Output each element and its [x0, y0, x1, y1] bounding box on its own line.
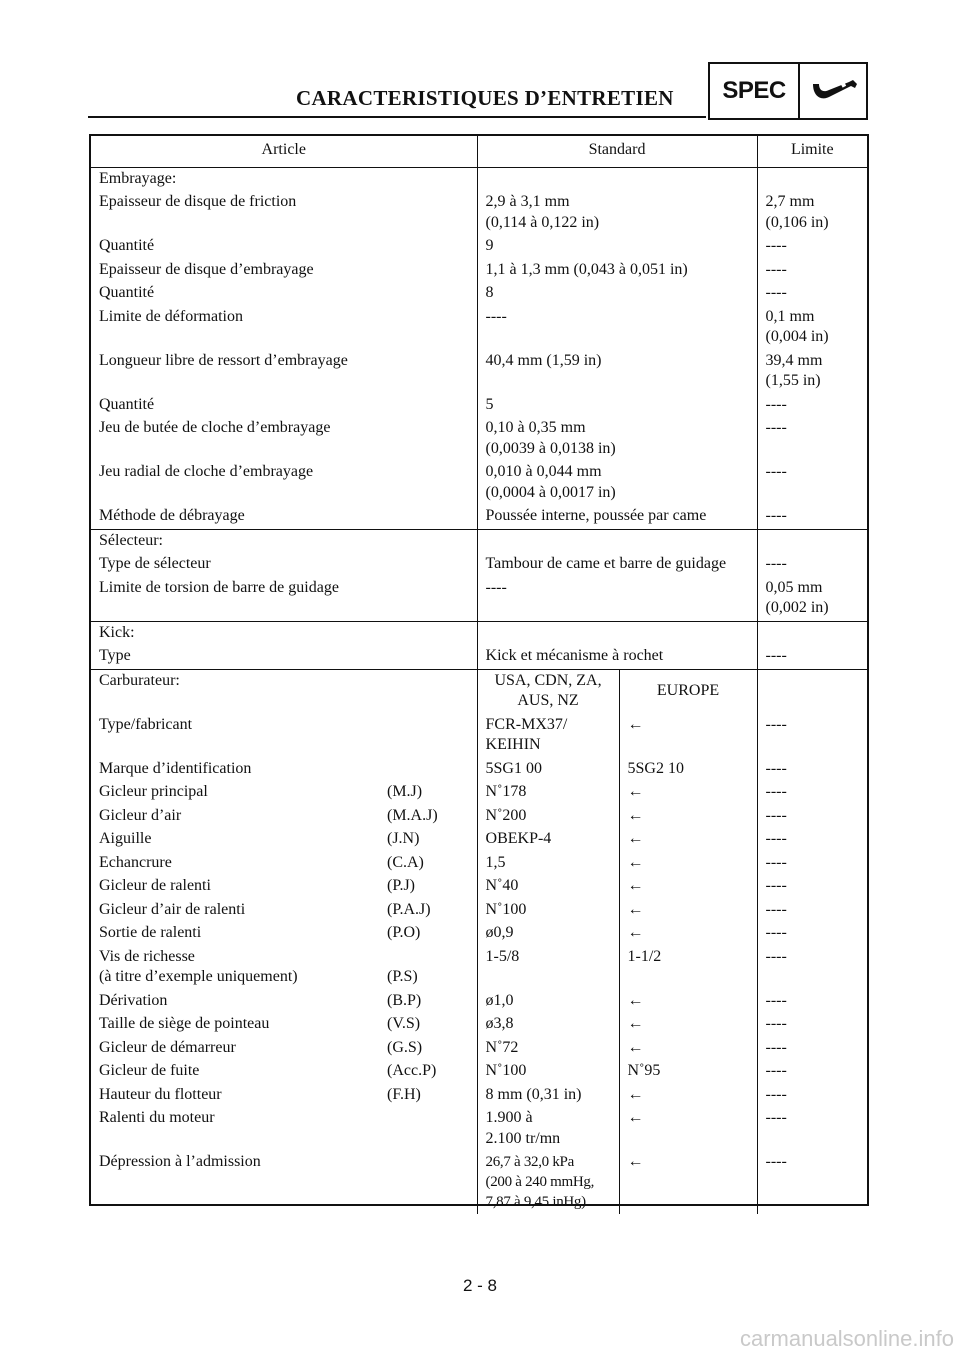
table-row	[91, 828, 867, 852]
row-limit: ----	[757, 505, 867, 529]
row-europe-value: N˚95	[619, 1060, 757, 1084]
col-header-standard: Standard	[477, 136, 757, 167]
row-standard: ----	[477, 306, 757, 350]
row-usa-value: N˚200	[477, 805, 619, 829]
row-limit: 0,1 mm (0,004 in)	[757, 306, 867, 350]
table-row	[91, 990, 867, 1014]
row-code: (Acc.P)	[387, 1062, 437, 1079]
row-code: (P.J)	[387, 877, 416, 894]
row-usa-value: ø0,9	[477, 922, 619, 946]
row-label: Echancrure	[99, 853, 172, 871]
table-row	[91, 505, 867, 529]
row-code	[379, 758, 477, 782]
empty-cell	[477, 621, 757, 645]
row-standard: 0,010 à 0,044 mm (0,0004 à 0,0017 in)	[477, 461, 757, 505]
table-row	[91, 645, 867, 669]
row-standard: Tambour de came et barre de guidage	[477, 553, 757, 577]
row-standard: 8	[477, 282, 757, 306]
row-label: Limite de déformation	[99, 307, 243, 325]
table-row	[91, 1037, 867, 1061]
row-label: Gicleur principal	[99, 783, 208, 800]
page-number: 2 - 8	[462, 1276, 498, 1295]
row-code: (V.S)	[387, 1015, 421, 1032]
row-label: Longueur libre de ressort d’embrayage	[99, 351, 348, 369]
table-row	[91, 852, 867, 876]
row-europe-value: ←	[619, 805, 757, 829]
row-label: Quantité	[99, 284, 155, 301]
row-limit: ----	[757, 1013, 867, 1037]
row-label: Limite de torsion de barre de guidage	[99, 578, 339, 596]
row-usa-value: 1-5/8	[477, 946, 619, 990]
table-row	[91, 946, 867, 990]
row-europe-value: ←	[619, 922, 757, 946]
row-europe-value: ←	[619, 1084, 757, 1108]
row-limit: ----	[757, 417, 867, 461]
row-usa-value: N˚40	[477, 875, 619, 899]
empty-cell	[477, 167, 757, 191]
row-limit: ----	[757, 645, 867, 669]
section-row	[91, 621, 867, 645]
row-europe-value: ←	[619, 1037, 757, 1061]
row-label: Jeu de butée de cloche d’embrayage	[99, 419, 331, 436]
row-limit: ----	[757, 828, 867, 852]
row-standard: ----	[477, 577, 757, 622]
row-usa-value: FCR-MX37/ KEIHIN	[477, 714, 619, 758]
row-usa-value: ø3,8	[477, 1013, 619, 1037]
row-standard: 40,4 mm (1,59 in)	[477, 350, 757, 394]
table-header-row	[91, 136, 867, 167]
row-label: Gicleur de fuite	[99, 1062, 200, 1079]
table-row	[91, 235, 867, 259]
row-label: Hauteur du flotteur	[99, 1085, 222, 1103]
row-code	[379, 714, 477, 758]
row-code: (J.N)	[387, 830, 420, 847]
section-row	[91, 669, 867, 714]
row-limit: ----	[757, 1037, 867, 1061]
row-standard: 9	[477, 235, 757, 259]
table-row	[91, 1013, 867, 1037]
row-code: (F.H)	[387, 1085, 421, 1103]
row-europe-value: ←	[619, 714, 757, 758]
row-europe-value: ←	[619, 899, 757, 923]
row-label: Epaisseur de disque de friction	[99, 193, 297, 210]
empty-cell	[757, 167, 867, 191]
row-label: Gicleur d’air de ralenti	[99, 900, 246, 918]
row-standard: 2,9 à 3,1 mm (0,114 à 0,122 in)	[477, 191, 757, 235]
row-europe-value: ←	[619, 1151, 757, 1214]
row-limit: ----	[757, 805, 867, 829]
row-limit: 0,05 mm (0,002 in)	[757, 577, 867, 622]
row-usa-value: 1,5	[477, 852, 619, 876]
row-label: Aiguille	[99, 830, 152, 847]
row-limit: 39,4 mm (1,55 in)	[757, 350, 867, 394]
row-label: Quantité	[99, 237, 155, 254]
row-standard: Kick et mécanisme à rochet	[477, 645, 757, 669]
row-usa-value: N˚72	[477, 1037, 619, 1061]
col-header-article: Article	[91, 136, 477, 167]
header-rule	[88, 116, 706, 118]
section-title: Embrayage:	[99, 169, 177, 187]
page-title: CARACTERISTIQUES D’ENTRETIEN	[296, 86, 674, 110]
row-label: Type de sélecteur	[99, 555, 211, 572]
table-row	[91, 758, 867, 782]
row-limit: ----	[757, 990, 867, 1014]
row-europe-value: ←	[619, 1013, 757, 1037]
col-header-europe: EUROPE	[619, 669, 757, 714]
section-row	[91, 167, 867, 191]
row-label: Type	[99, 647, 131, 664]
table-row	[91, 282, 867, 306]
row-usa-value: N˚100	[477, 899, 619, 923]
row-limit: ----	[757, 758, 867, 782]
row-limit: ----	[757, 875, 867, 899]
section-title: Carburateur:	[91, 669, 477, 714]
row-usa-value: ø1,0	[477, 990, 619, 1014]
row-limit: ----	[757, 259, 867, 283]
col-header-usa: USA, CDN, ZA, AUS, NZ	[477, 669, 619, 714]
row-code: (M.J)	[387, 783, 423, 800]
row-code: (G.S)	[387, 1038, 423, 1056]
table-row	[91, 417, 867, 461]
table-row	[91, 899, 867, 923]
row-code	[379, 1151, 477, 1214]
row-europe-value: 1-1/2	[619, 946, 757, 990]
watermark: carmanualsonline.info	[739, 1326, 954, 1351]
table-row	[91, 714, 867, 758]
row-standard: 1,1 à 1,3 mm (0,043 à 0,051 in)	[477, 259, 757, 283]
row-limit: ----	[757, 852, 867, 876]
empty-cell	[757, 621, 867, 645]
row-standard: 0,10 à 0,35 mm (0,0039 à 0,0138 in)	[477, 417, 757, 461]
row-code: (P.A.J)	[387, 900, 431, 918]
row-europe-value: ←	[619, 990, 757, 1014]
row-limit: ----	[757, 461, 867, 505]
row-usa-value: OBEKP-4	[477, 828, 619, 852]
row-usa-value: 1.900 à 2.100 tr/mn	[477, 1107, 619, 1151]
section-title: Kick:	[91, 621, 477, 645]
row-limit: ----	[757, 1060, 867, 1084]
table-row	[91, 350, 867, 394]
row-label: Sortie de ralenti	[99, 924, 202, 941]
row-europe-value: ←	[619, 852, 757, 876]
row-limit: ----	[757, 1084, 867, 1108]
row-label: Dérivation	[99, 991, 168, 1009]
row-usa-value: N˚178	[477, 781, 619, 805]
row-label: Type/fabricant	[99, 715, 193, 733]
spec-label: SPEC	[710, 64, 800, 118]
row-limit: ----	[757, 235, 867, 259]
row-label: Dépression à l’admission	[99, 1153, 261, 1170]
empty-cell	[477, 529, 757, 553]
row-label: Gicleur de démarreur	[99, 1038, 236, 1056]
row-limit: ----	[757, 714, 867, 758]
row-label: Epaisseur de disque d’embrayage	[99, 260, 314, 278]
row-usa-value: N˚100	[477, 1060, 619, 1084]
table-row	[91, 394, 867, 418]
row-label: Quantité	[99, 395, 155, 413]
spec-badge	[708, 62, 868, 120]
row-label: Marque d’identification	[99, 759, 252, 777]
table-row	[91, 781, 867, 805]
row-limit: ----	[757, 282, 867, 306]
row-europe-value: ←	[619, 1107, 757, 1151]
col-header-limit: Limite	[757, 136, 867, 167]
empty-cell	[757, 669, 867, 714]
row-usa-value: 5SG1 00	[477, 758, 619, 782]
table-row	[91, 875, 867, 899]
table-row	[91, 306, 867, 350]
row-europe-value: ←	[619, 781, 757, 805]
row-limit: ----	[757, 899, 867, 923]
row-code: (P.S)	[387, 968, 418, 985]
row-label: Méthode de débrayage	[99, 507, 245, 524]
row-label: Vis de richesse (à titre d’exemple uniquement)	[99, 947, 298, 985]
section-title: Sélecteur:	[91, 529, 477, 553]
row-label: Gicleur de ralenti	[99, 877, 211, 894]
row-limit: ----	[757, 1151, 867, 1214]
row-code: (B.P)	[387, 991, 422, 1009]
row-europe-value: ←	[619, 875, 757, 899]
row-limit: 2,7 mm (0,106 in)	[757, 191, 867, 235]
row-label: Jeu radial de cloche d’embrayage	[99, 463, 314, 480]
row-standard: Poussée interne, poussée par came	[477, 505, 757, 529]
row-label: Gicleur d’air	[99, 806, 182, 824]
table-row	[91, 1151, 867, 1214]
row-limit: ----	[757, 394, 867, 418]
spec-table-frame	[89, 134, 869, 1210]
row-europe-value: 5SG2 10	[619, 758, 757, 782]
table-row	[91, 577, 867, 622]
empty-cell	[757, 529, 867, 553]
spec-table	[91, 136, 867, 1214]
row-usa-value: 8 mm (0,31 in)	[477, 1084, 619, 1108]
table-row	[91, 922, 867, 946]
row-usa-value: 26,7 à 32,0 kPa (200 à 240 mmHg, 7,87 à 9,45 inHg)	[477, 1151, 619, 1214]
wrench-icon	[800, 64, 866, 118]
table-row	[91, 553, 867, 577]
row-limit: ----	[757, 922, 867, 946]
row-limit: ----	[757, 1107, 867, 1151]
row-label: Taille de siège de pointeau	[99, 1015, 270, 1032]
row-europe-value: ←	[619, 828, 757, 852]
row-limit: ----	[757, 781, 867, 805]
table-row	[91, 1107, 867, 1151]
row-code: (C.A)	[387, 853, 424, 871]
table-row	[91, 259, 867, 283]
table-row	[91, 461, 867, 505]
table-row	[91, 1084, 867, 1108]
section-row	[91, 529, 867, 553]
table-row	[91, 191, 867, 235]
row-limit: ----	[757, 553, 867, 577]
row-code: (P.O)	[387, 924, 421, 941]
row-limit: ----	[757, 946, 867, 990]
table-row	[91, 1060, 867, 1084]
row-label: Ralenti du moteur	[99, 1109, 215, 1126]
row-standard: 5	[477, 394, 757, 418]
table-row	[91, 805, 867, 829]
row-code	[379, 1107, 477, 1151]
row-code: (M.A.J)	[387, 806, 438, 824]
